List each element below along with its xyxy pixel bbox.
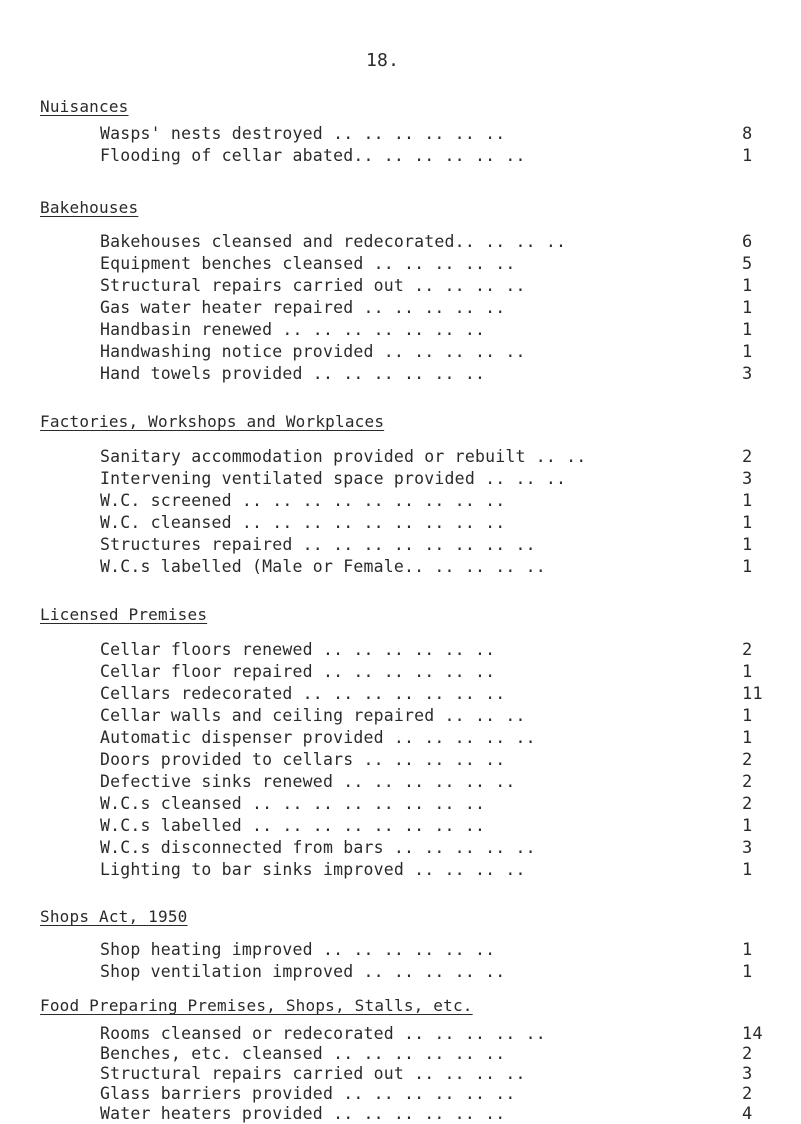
list-item bbox=[0, 447, 801, 469]
item-label: Intervening ventilated space provided .. .. .. bbox=[100, 469, 567, 488]
list-item bbox=[0, 513, 801, 535]
item-label: Cellars redecorated .. .. .. .. .. .. .. bbox=[100, 684, 506, 703]
item-count: 1 bbox=[742, 320, 753, 340]
item-count: 5 bbox=[742, 254, 753, 274]
item-label: Automatic dispenser provided .. .. .. .. .. bbox=[100, 728, 536, 747]
item-label: Hand towels provided .. .. .. .. .. .. bbox=[100, 364, 486, 383]
item-label: W.C.s labelled .. .. .. .. .. .. .. .. bbox=[100, 816, 486, 835]
list-item bbox=[0, 706, 801, 728]
item-count: 1 bbox=[742, 298, 753, 318]
item-count: 8 bbox=[742, 124, 753, 144]
item-count: 1 bbox=[742, 513, 753, 533]
item-label: Rooms cleansed or redecorated .. .. .. .. .. bbox=[100, 1024, 546, 1043]
list-item bbox=[0, 1064, 801, 1086]
item-label: W.C.s cleansed .. .. .. .. .. .. .. .. bbox=[100, 794, 486, 813]
page-number: 18. bbox=[366, 50, 400, 71]
list-item bbox=[0, 276, 801, 298]
item-label: Shop heating improved .. .. .. .. .. .. bbox=[100, 940, 496, 959]
list-item bbox=[0, 750, 801, 772]
item-count: 2 bbox=[742, 1044, 753, 1064]
item-count: 1 bbox=[742, 728, 753, 748]
section-heading: Factories, Workshops and Workplaces bbox=[40, 412, 385, 431]
item-count: 1 bbox=[742, 557, 753, 577]
item-label: W.C. screened .. .. .. .. .. .. .. .. .. bbox=[100, 491, 506, 510]
section-heading: Food Preparing Premises, Shops, Stalls, etc. bbox=[40, 996, 473, 1015]
list-item bbox=[0, 684, 801, 706]
item-label: Shop ventilation improved .. .. .. .. .. bbox=[100, 962, 506, 981]
section-heading: Bakehouses bbox=[40, 198, 139, 217]
item-count: 2 bbox=[742, 1084, 753, 1104]
item-count: 3 bbox=[742, 838, 753, 858]
item-label: Gas water heater repaired .. .. .. .. .. bbox=[100, 298, 506, 317]
list-item bbox=[0, 940, 801, 962]
list-item bbox=[0, 557, 801, 579]
item-label: Structural repairs carried out .. .. .. .. bbox=[100, 276, 526, 295]
item-label: Structures repaired .. .. .. .. .. .. .. .. bbox=[100, 535, 536, 554]
list-item bbox=[0, 662, 801, 684]
item-count: 1 bbox=[742, 146, 753, 166]
item-count: 2 bbox=[742, 750, 753, 770]
list-item bbox=[0, 640, 801, 662]
item-label: Handwashing notice provided .. .. .. .. .. bbox=[100, 342, 526, 361]
list-item bbox=[0, 469, 801, 491]
item-label: Doors provided to cellars .. .. .. .. .. bbox=[100, 750, 506, 769]
item-count: 1 bbox=[742, 491, 753, 511]
item-count: 2 bbox=[742, 794, 753, 814]
list-item bbox=[0, 298, 801, 320]
list-item bbox=[0, 146, 801, 168]
item-count: 6 bbox=[742, 232, 753, 252]
list-item bbox=[0, 794, 801, 816]
item-label: Flooding of cellar abated.. .. .. .. .. .. bbox=[100, 146, 526, 165]
item-count: 1 bbox=[742, 962, 753, 982]
list-item bbox=[0, 1044, 801, 1066]
item-label: Lighting to bar sinks improved .. .. .. .. bbox=[100, 860, 526, 879]
item-label: Handbasin renewed .. .. .. .. .. .. .. bbox=[100, 320, 486, 339]
item-label: Wasps' nests destroyed .. .. .. .. .. .. bbox=[100, 124, 506, 143]
item-count: 3 bbox=[742, 364, 753, 384]
list-item bbox=[0, 838, 801, 860]
section-heading: Nuisances bbox=[40, 97, 129, 116]
item-label: Glass barriers provided .. .. .. .. .. .. bbox=[100, 1084, 516, 1103]
list-item bbox=[0, 491, 801, 513]
list-item bbox=[0, 860, 801, 882]
item-count: 2 bbox=[742, 640, 753, 660]
item-count: 1 bbox=[742, 940, 753, 960]
item-count: 1 bbox=[742, 342, 753, 362]
item-count: 1 bbox=[742, 535, 753, 555]
item-label: W.C.s disconnected from bars .. .. .. .. .. bbox=[100, 838, 536, 857]
item-count: 1 bbox=[742, 816, 753, 836]
item-label: Cellar walls and ceiling repaired .. .. .. bbox=[100, 706, 526, 725]
section-heading: Shops Act, 1950 bbox=[40, 907, 188, 926]
list-item bbox=[0, 232, 801, 254]
item-label: Water heaters provided .. .. .. .. .. .. bbox=[100, 1104, 506, 1123]
item-count: 2 bbox=[742, 447, 753, 467]
item-label: Structural repairs carried out .. .. .. .. bbox=[100, 1064, 526, 1083]
item-label: Defective sinks renewed .. .. .. .. .. .. bbox=[100, 772, 516, 791]
list-item bbox=[0, 772, 801, 794]
list-item bbox=[0, 1084, 801, 1106]
list-item bbox=[0, 535, 801, 557]
list-item bbox=[0, 342, 801, 364]
item-label: Bakehouses cleansed and redecorated.. .. .. .. bbox=[100, 232, 567, 251]
item-label: W.C. cleansed .. .. .. .. .. .. .. .. .. bbox=[100, 513, 506, 532]
item-count: 3 bbox=[742, 1064, 753, 1084]
item-count: 3 bbox=[742, 469, 753, 489]
list-item bbox=[0, 1024, 801, 1046]
item-label: Equipment benches cleansed .. .. .. .. .. bbox=[100, 254, 516, 273]
item-count: 1 bbox=[742, 662, 753, 682]
list-item bbox=[0, 364, 801, 386]
list-item bbox=[0, 320, 801, 342]
item-count: 2 bbox=[742, 772, 753, 792]
item-label: Benches, etc. cleansed .. .. .. .. .. .. bbox=[100, 1044, 506, 1063]
list-item bbox=[0, 816, 801, 838]
item-count: 14 bbox=[742, 1024, 763, 1044]
item-label: Cellar floor repaired .. .. .. .. .. .. bbox=[100, 662, 496, 681]
list-item bbox=[0, 728, 801, 750]
item-count: 11 bbox=[742, 684, 763, 704]
list-item bbox=[0, 962, 801, 984]
list-item bbox=[0, 1104, 801, 1124]
list-item bbox=[0, 124, 801, 146]
item-count: 4 bbox=[742, 1104, 753, 1124]
list-item bbox=[0, 254, 801, 276]
item-label: Sanitary accommodation provided or rebuilt .. .. bbox=[100, 447, 587, 466]
item-count: 1 bbox=[742, 276, 753, 296]
item-label: Cellar floors renewed .. .. .. .. .. .. bbox=[100, 640, 496, 659]
item-count: 1 bbox=[742, 860, 753, 880]
item-label: W.C.s labelled (Male or Female.. .. .. .. .. bbox=[100, 557, 546, 576]
section-heading: Licensed Premises bbox=[40, 605, 208, 624]
item-count: 1 bbox=[742, 706, 753, 726]
